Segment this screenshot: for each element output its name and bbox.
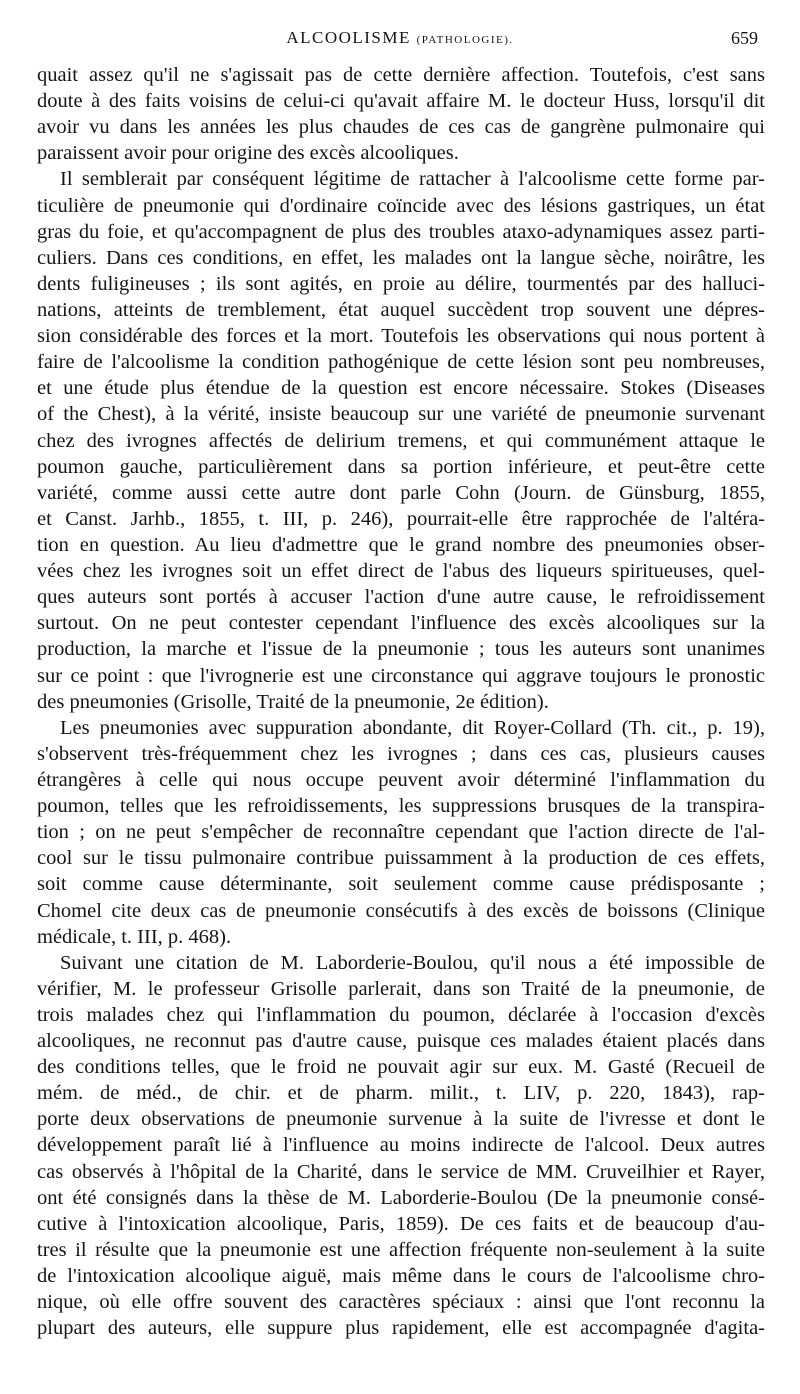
text-line: et Canst. Jarhb., 1855, t. III, p. 246), pourrait-elle être rapprochée de l'altéra- (37, 507, 765, 530)
text-line: et une étude plus étendue de la question est encore nécessaire. Stokes (Diseases (37, 377, 765, 400)
text-line: développement paraît lié à l'influence au moins indirecte de l'alcool. Deux autres (37, 1134, 765, 1157)
text-line: mém. de méd., de chir. et de pharm. milit., t. LIV, p. 220, 1843), rap- (37, 1082, 765, 1105)
running-head (36, 28, 764, 52)
text-line: Suivant une citation de M. Laborderie-Boulou, qu'il nous a été impossible de (60, 951, 765, 974)
text-line: ticulière de pneumonie qui d'ordinaire coïncide avec des lésions gastriques, un état (37, 194, 765, 217)
text-line: soit comme cause déterminante, soit seulement comme cause prédisposante ; (37, 873, 765, 896)
running-title-main: ALCOOLISME (286, 28, 411, 47)
text-line: poumon, telles que les refroidissements, les suppressions brusques de la transpira- (37, 795, 765, 818)
text-line: avoir vu dans les années les plus chaudes de ces cas de gangrène pulmonaire qui (37, 116, 765, 139)
text-line: Chomel cite deux cas de pneumonie consécutifs à des excès de boissons (Clinique (37, 899, 765, 922)
text-line: des conditions telles, que le froid ne pouvait agir sur eux. M. Gasté (Recueil de (37, 1056, 765, 1079)
running-title (36, 28, 764, 48)
text-line: production, la marche et l'issue de la pneumonie ; tous les auteurs sont unanimes (37, 638, 765, 661)
text-line: surtout. On ne peut contester cependant l'influence des excès alcooliques sur la (37, 612, 765, 635)
text-line: dents fuligineuses ; ils sont agités, en proie au délire, tourmentés par des halluci- (37, 272, 765, 295)
page-number: 659 (731, 28, 758, 48)
text-line: nique, où elle offre souvent des caractères spéciaux : ainsi que l'ont reconnu la (37, 1291, 765, 1314)
text-line: vées chez les ivrognes soit un effet direct de l'abus des liqueurs spiritueuses, quel- (37, 560, 765, 583)
text-line: porte deux observations de pneumonie survenue à la suite de l'ivresse et dont le (37, 1108, 765, 1131)
text-line: chez des ivrognes affectés de delirium tremens, et qui communément attaque le (37, 429, 765, 452)
text-line: poumon gauche, particulièrement dans sa portion inférieure, et peut-être cette (37, 455, 765, 478)
text-line: paraissent avoir pour origine des excès alcooliques. (37, 142, 459, 165)
running-title-subtitle: (PATHOLOGIE). (416, 34, 514, 46)
text-line: culiers. Dans ces conditions, en effet, les malades ont la langue sèche, noirâtre, les (37, 246, 765, 269)
text-line: Il semblerait par conséquent légitime de rattacher à l'alcoolisme cette forme par- (60, 168, 765, 191)
text-line: s'observent très-fréquemment chez les ivrognes ; dans ces cas, plusieurs causes (37, 742, 765, 765)
text-line: gras du foie, et qu'accompagnent de plus des troubles ataxo-adynamiques assez parti- (37, 220, 765, 243)
text-line: sur ce point : que l'ivrognerie est une circonstance qui aggrave toujours le pronostic (37, 664, 765, 687)
text-line: tion ; on ne peut s'empêcher de reconnaître cependant que l'action directe de l'al- (37, 821, 765, 844)
text-line: ques auteurs sont portés à accuser l'action d'une autre cause, le refroidissement (37, 586, 765, 609)
text-line: cas observés à l'hôpital de la Charité, dans le service de MM. Cruveilhier et Rayer, (37, 1160, 765, 1183)
text-line: nations, atteints de tremblement, état auquel succèdent trop souvent une dépres- (37, 298, 765, 321)
text-line: tion en question. Au lieu d'admettre que le grand nombre des pneumonies obser- (37, 533, 765, 556)
text-line: ont été consignés dans la thèse de M. Laborderie-Boulou (De la pneumonie consé- (37, 1186, 765, 1209)
text-line: variété, comme aussi cette autre dont parle Cohn (Journ. de Günsburg, 1855, (37, 481, 765, 504)
text-line: vérifier, M. le professeur Grisolle parlerait, dans son Traité de la pneumonie, de (37, 977, 765, 1000)
text-line: cool sur le tissu pulmonaire contribue puissamment à la production de ces effets, (37, 847, 765, 870)
body-text (37, 62, 765, 1341)
text-line: de l'intoxication alcoolique aiguë, mais même dans le cours de l'alcoolisme chro- (37, 1265, 765, 1288)
text-line: cutive à l'intoxication alcoolique, Paris, 1859). De ces faits et de beaucoup d'au- (37, 1212, 765, 1235)
text-line: faire de l'alcoolisme la condition pathogénique de cette lésion sont peu nombreuses, (37, 351, 765, 374)
text-line: Les pneumonies avec suppuration abondante, dit Royer-Collard (Th. cit., p. 19), (60, 716, 765, 739)
text-line: alcooliques, ne reconnut pas d'autre cause, puisque ces malades étaient placés dans (37, 1030, 765, 1053)
text-line: des pneumonies (Grisolle, Traité de la pneumonie, 2e édition). (37, 690, 549, 713)
text-line: médicale, t. III, p. 468). (37, 925, 232, 948)
text-line: quait assez qu'il ne s'agissait pas de cette dernière affection. Toutefois, c'est sans (37, 64, 765, 86)
text-line: tres il résulte que la pneumonie est une affection fréquente non-seulement à la suite (37, 1238, 765, 1261)
text-line: plupart des auteurs, elle suppure plus rapidement, elle est accompagnée d'agita- (37, 1317, 765, 1340)
text-line: doute à des faits voisins de celui-ci qu'avait affaire M. le docteur Huss, lorsqu'il dit (37, 90, 765, 113)
text-line: sion considérable des forces et la mort. Toutefois les observations qui nous portent à (37, 325, 765, 348)
text-line: étrangères à celle qui nous occupe peuvent avoir déterminé l'inflammation du (37, 768, 765, 791)
text-line: trois malades chez qui l'inflammation du poumon, déclarée à l'occasion d'excès (37, 1003, 765, 1026)
text-line: of the Chest), à la vérité, insiste beaucoup sur une variété de pneumonie survenant (37, 403, 765, 426)
